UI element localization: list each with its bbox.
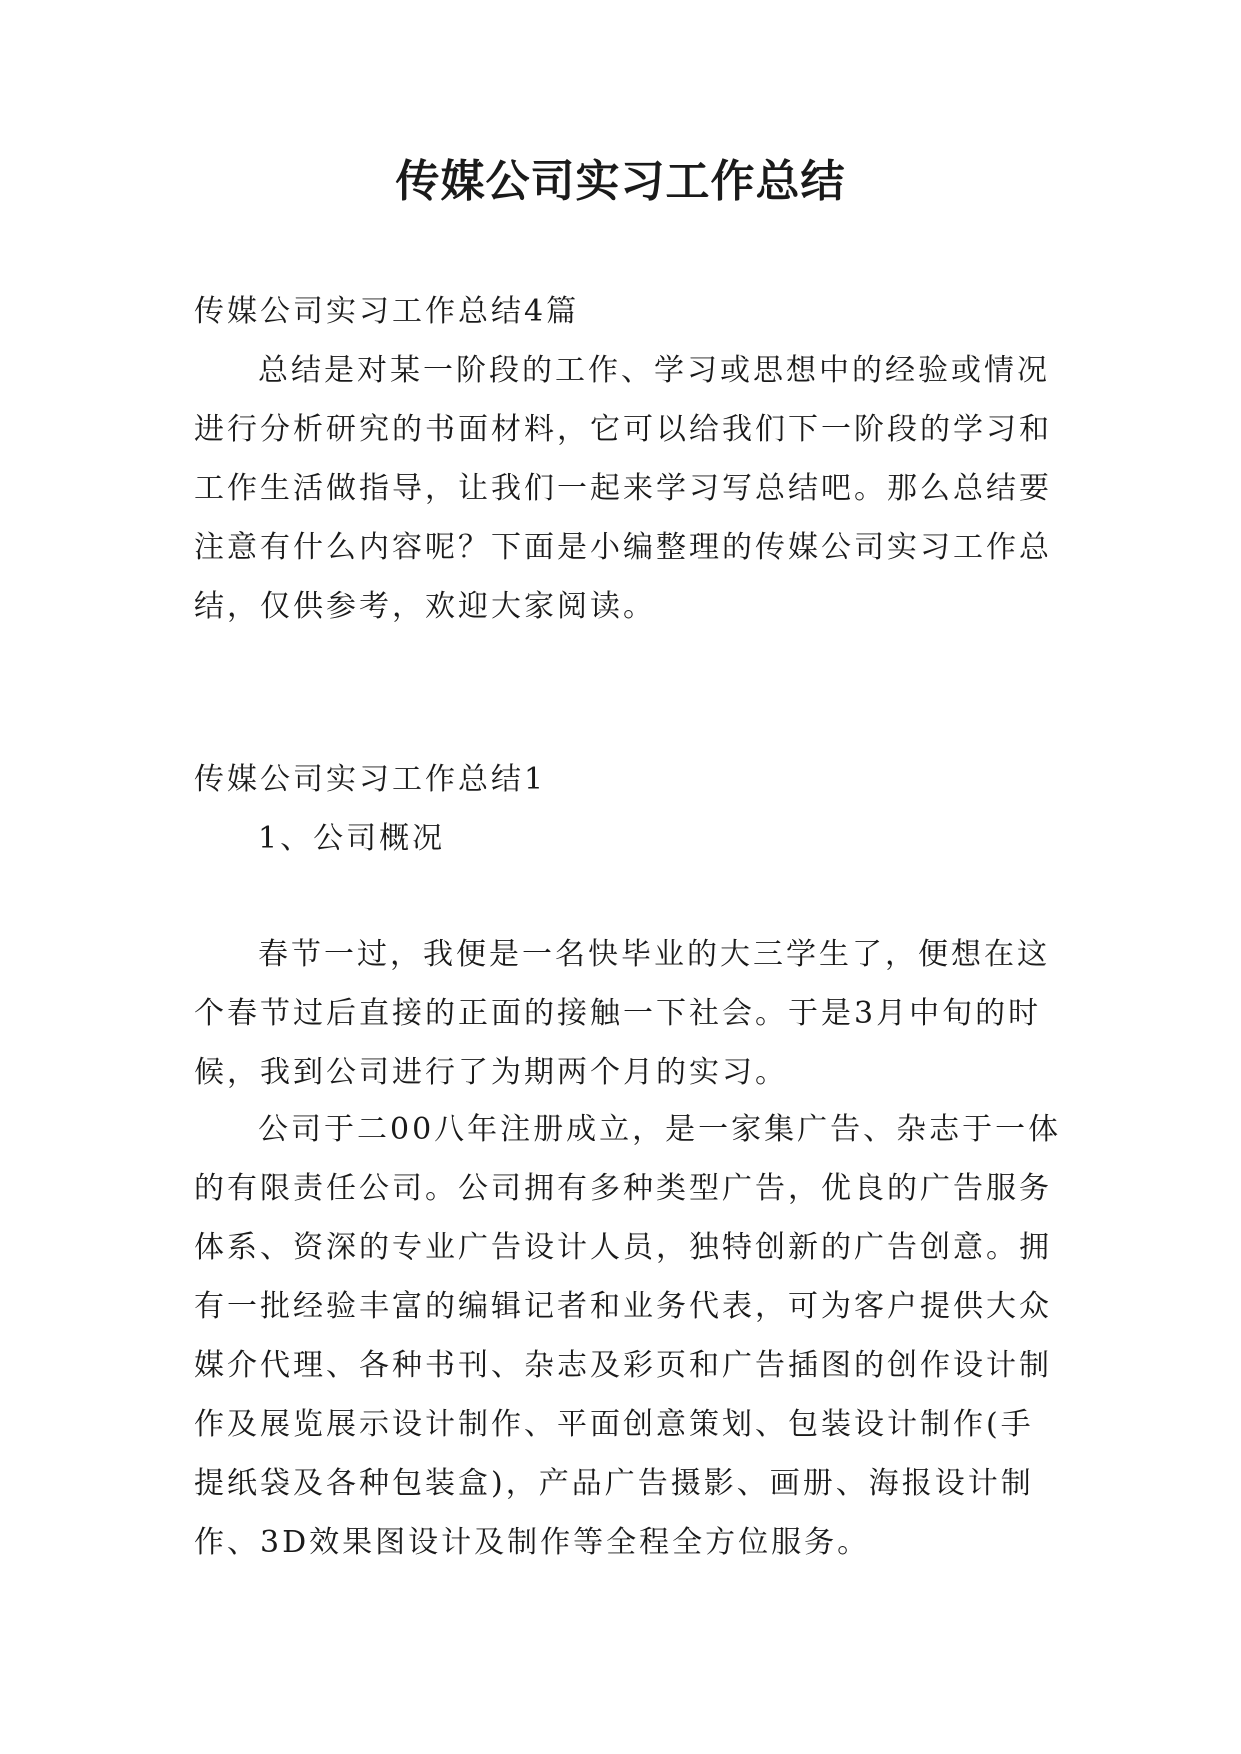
paragraph-2: 公司于二00八年注册成立，是一家集广告、杂志于一体的有限责任公司。公司拥有多种类型广告，优良的广告服务体系、资深的专业广告设计人员，独特创新的广告创意。拥有一批经验丰富的编辑记者和业务代表，可为客户提供大众媒介代理、各种书刊、杂志及彩页和广告插图的创作设计制作及展览展示设计制作、平面创意策划、包装设计制作(手提纸袋及各种包装盒)，产品广告摄影、画册、海报设计制作、3D效果图设计及制作等全程全方位服务。	[194, 1112, 1062, 1560]
section-1-heading: 1、公司概况	[258, 821, 446, 856]
collection-heading: 传媒公司实习工作总结4篇	[194, 294, 580, 329]
article-1-heading: 传媒公司实习工作总结1	[194, 762, 547, 797]
paragraph-1: 春节一过，我便是一名快毕业的大三学生了，便想在这个春节过后直接的正面的接触一下社会。于是3月中旬的时候，我到公司进行了为期两个月的实习。	[194, 937, 1050, 1090]
intro-paragraph: 总结是对某一阶段的工作、学习或思想中的经验或情况进行分析研究的书面材料，它可以给我们下一阶段的学习和工作生活做指导，让我们一起来学习写总结吧。那么总结要注意有什么内容呢？下面是小编整理的传媒公司实习工作总结，仅供参考，欢迎大家阅读。	[194, 353, 1052, 624]
document-title: 传媒公司实习工作总结	[395, 156, 846, 207]
